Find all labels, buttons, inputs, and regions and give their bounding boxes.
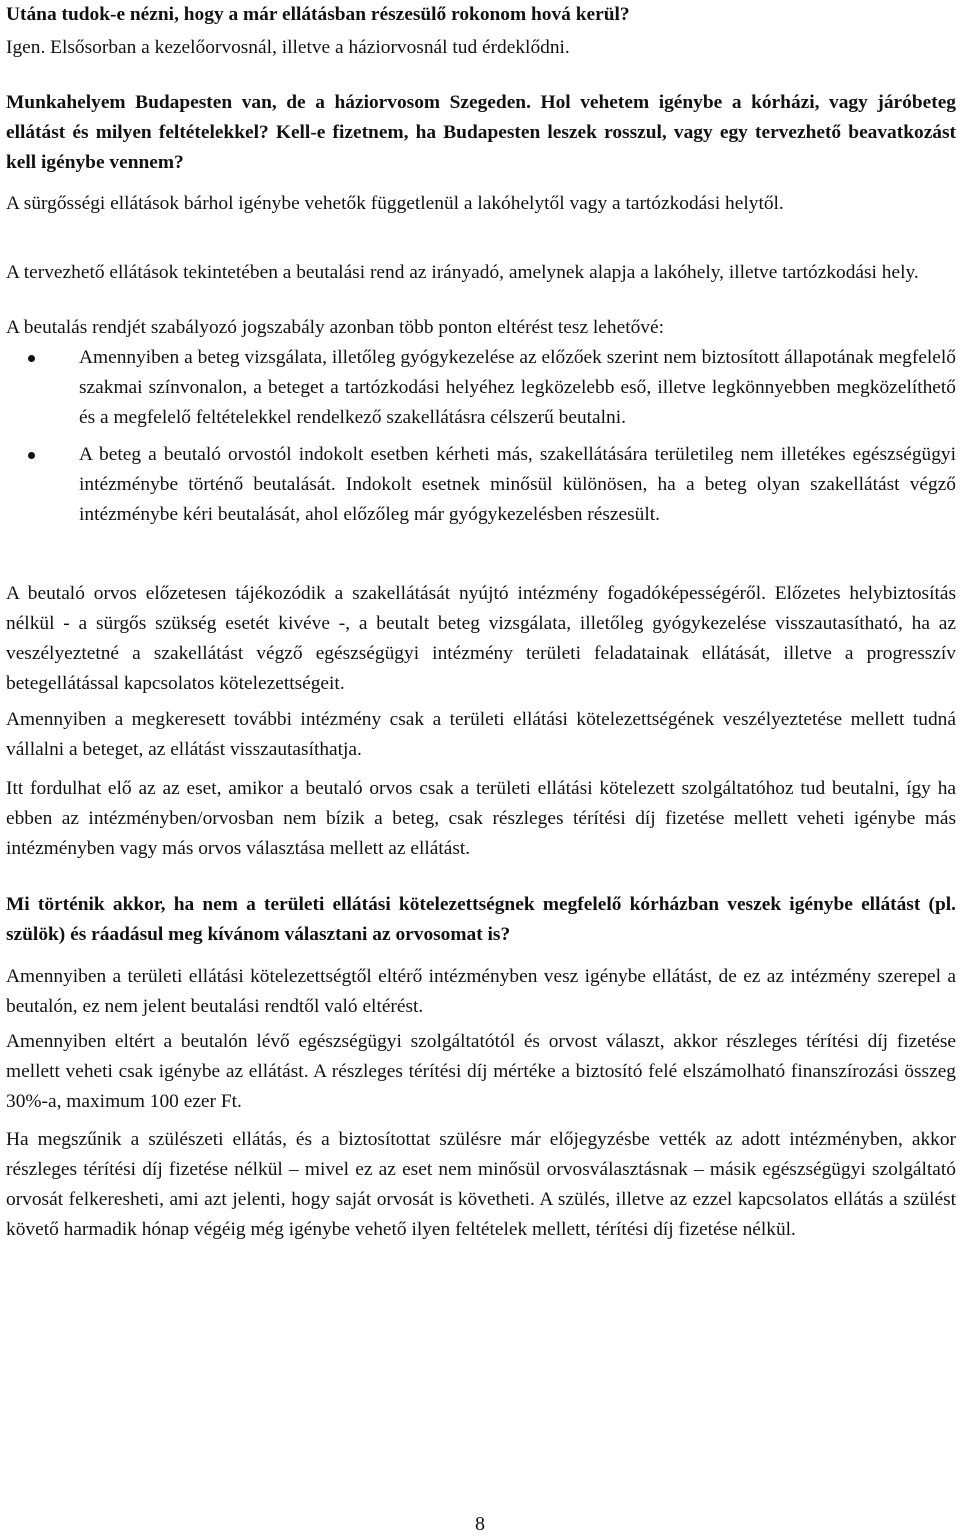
bullet-icon bbox=[28, 355, 35, 362]
answer-2-para-6: Itt fordulhat elő az az eset, amikor a beutaló orvos csak a területi ellátási kötelezett szolgáltatóhoz tud beutalni, így ha ebben az intézményben/orvosban nem bízik a beteg, csak részleges térítési díj fizetése mellett veheti igénybe más intézményben vagy más orvos választása mellett az ellátást. bbox=[6, 778, 956, 859]
answer-3-para-2: Amennyiben eltért a beutalón lévő egészségügyi szolgáltatótól és orvost választ, akkor részleges térítési díj fizetése mellett veheti csak igénybe az ellátást. A részleges térítési díj mértéke a biztosító felé elszámolható finanszírozási összeg 30%-a, maximum 100 ezer Ft. bbox=[6, 1031, 956, 1112]
exception-list bbox=[6, 343, 956, 530]
page-number: 8 bbox=[475, 1513, 485, 1535]
answer-1: Igen. Elsősorban a kezelőorvosnál, illetve a háziorvosnál tud érdeklődni. bbox=[6, 37, 570, 58]
answer-2-para-2: A tervezhető ellátások tekintetében a beutalási rend az irányadó, amelynek alapja a lakóhely, illetve tartózkodási hely. bbox=[6, 262, 919, 283]
question-2: Munkahelyem Budapesten van, de a háziorvosom Szegeden. Hol vehetem igénybe a kórházi, vagy járóbeteg ellátást és milyen feltételekkel? Kell-e fizetnem, ha Budapesten leszek rosszul, vagy egy tervezhető beavatkozást kell igénybe vennem? bbox=[6, 92, 956, 173]
question-1: Utána tudok-e nézni, hogy a már ellátásban részesülő rokonom hová kerül? bbox=[6, 4, 630, 25]
answer-2-para-5: Amennyiben a megkeresett további intézmény csak a területi ellátási kötelezettségének veszélyeztetése mellett tudná vállalni a beteget, az ellátást visszautasíthatja. bbox=[6, 709, 956, 760]
answer-3-para-1: Amennyiben a területi ellátási kötelezettségtől eltérő intézményben vesz igénybe ellátást, de ez az intézmény szerepel a beutalón, ez nem jelent beutalási rendtől való eltérést. bbox=[6, 966, 956, 1017]
bullet-icon bbox=[28, 452, 35, 459]
question-3: Mi történik akkor, ha nem a területi ellátási kötelezettségnek megfelelő kórházban veszek igénybe ellátást (pl. szülök) és ráadásul meg kívánom választani az orvosomat is? bbox=[6, 894, 956, 945]
answer-2-para-1: A sürgősségi ellátások bárhol igénybe vehetők függetlenül a lakóhelytől vagy a tartózkodási helytől. bbox=[6, 193, 784, 214]
list-item: Amennyiben a beteg vizsgálata, illetőleg gyógykezelése az előzőek szerint nem biztosított állapotának megfelelő szakmai színvonalon, a beteget a tartózkodási helyéhez legközelebb eső, illetve legkönnyebben megközelíthető és a megfelelő feltételekkel rendelkező szakellátásra célszerű beutalni. bbox=[6, 343, 956, 433]
list-item: A beteg a beutaló orvostól indokolt esetben kérheti más, szakellátására területileg nem illetékes egészségügyi intézménybe történő beutalását. Indokolt esetnek minősül különösen, ha a beteg olyan szakellátást végző intézménybe kéri beutalását, ahol előzőleg már gyógykezelésben részesült. bbox=[6, 440, 956, 530]
answer-2-para-3: A beutalás rendjét szabályozó jogszabály azonban több ponton eltérést tesz lehetővé: bbox=[6, 317, 664, 338]
answer-2-para-4: A beutaló orvos előzetesen tájékozódik a szakellátását nyújtó intézmény fogadóképességéről. Előzetes helybiztosítás nélkül - a sürgős szükség esetét kivéve -, a beutalt beteg vizsgálata, illetőleg gyógykezelése visszautasítható, ha az veszélyeztetné a szakellátást végző egészségügyi intézmény területi feladatainak ellátását, illetve a progresszív betegellátással kapcsolatos kötelezettségeit. bbox=[6, 583, 956, 694]
answer-3-para-3: Ha megszűnik a szülészeti ellátás, és a biztosítottat szülésre már előjegyzésbe vették az adott intézményben, akkor részleges térítési díj fizetése nélkül – mivel ez az eset nem minősül orvosválasztásnak – másik egészségügyi szolgáltató orvosát felkeresheti, ami azt jelenti, hogy saját orvosát is követheti. A szülés, illetve az ezzel kapcsolatos ellátás a szülést követő harmadik hónap végéig még igénybe vehető ilyen feltételek mellett, térítési díj fizetése nélkül. bbox=[6, 1129, 956, 1240]
